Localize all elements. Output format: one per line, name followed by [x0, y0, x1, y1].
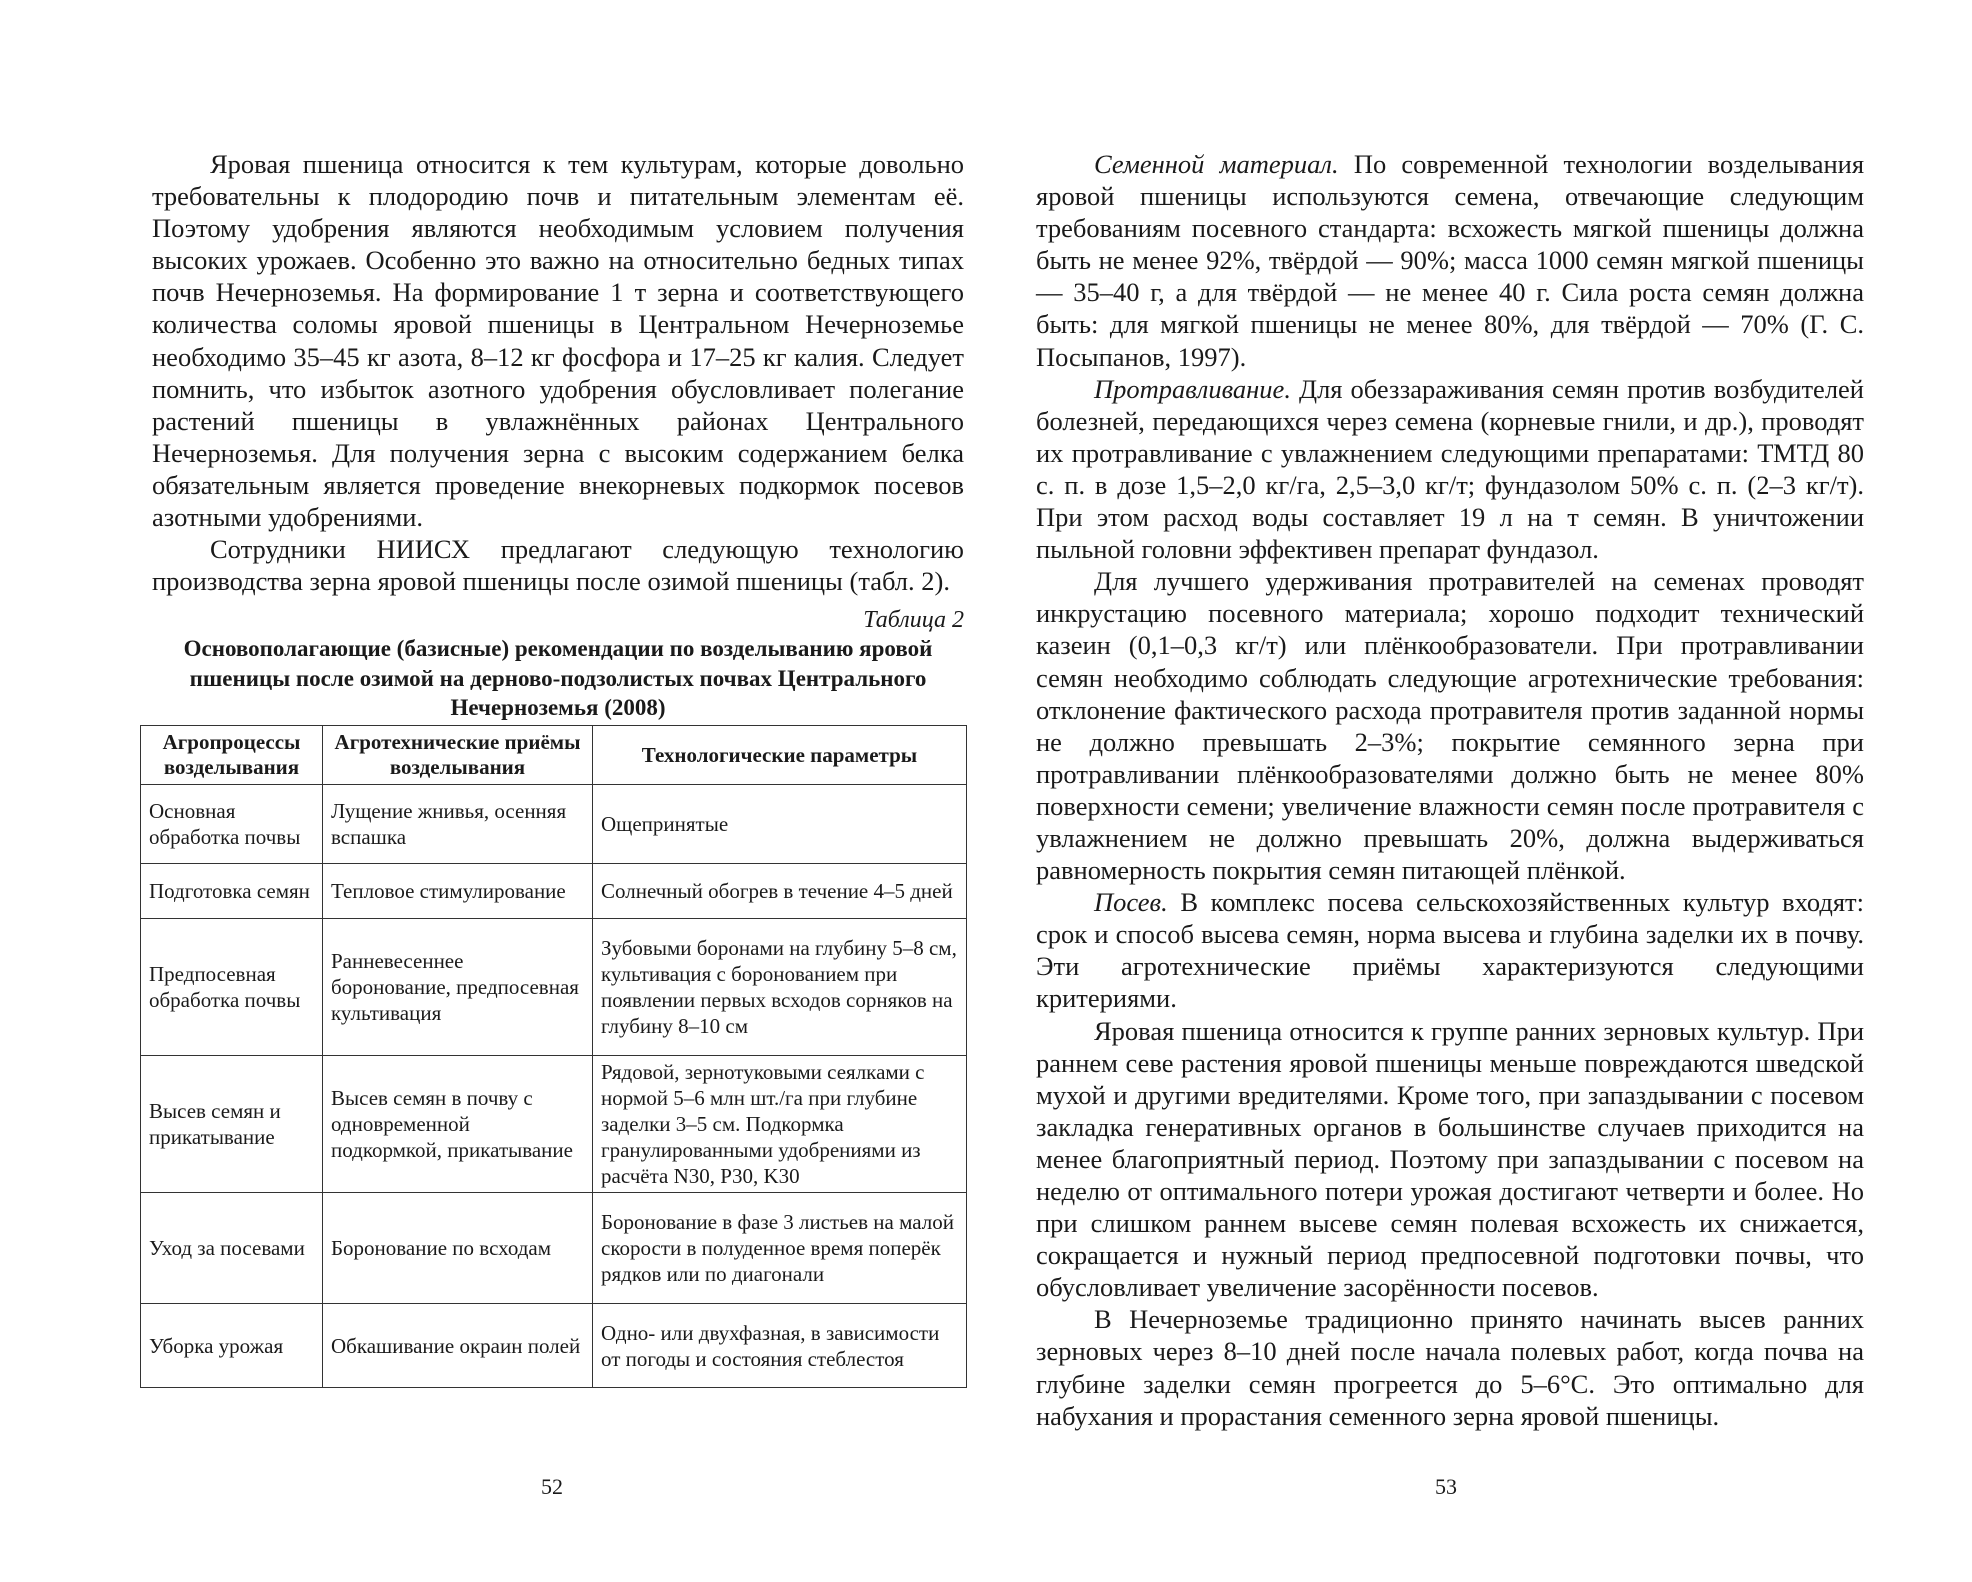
left-text-block — [152, 148, 964, 597]
left-paragraph-2: Сотрудники НИИСХ предлагают следующую технологию производства зерна яровой пшеницы после озимой пшеницы (табл. 2). — [152, 534, 964, 597]
paragraph-text: По современной технологии возделывания яровой пшеницы используются семена, отвечающие следующим требованиям посевного стандарта: всхожесть мягкой пшеницы должна быть не менее 92%, твёрдой — 90%; масса 1000 семян мягкой пшеницы — 35–40 г, а для твёрдой — не менее 40 г. Сила роста семян должна быть: для мягкой пшеницы не менее 80%, для твёрдой — 70% (Г. С. Посыпанов, 1997). — [1036, 149, 1865, 372]
table-cell: Высев семян и прикатывание — [141, 1056, 323, 1193]
right-paragraph-timing: В Нечерноземье традиционно принято начинать высев ранних зерновых через 8–10 дней после начала полевых работ, когда почва на глубине заделки семян прогреется до 5–6°С. Это оптимально для набухания и прорастания семенного зерна яровой пшеницы. — [1036, 1304, 1864, 1431]
table-cell: Основная обработка почвы — [141, 785, 323, 864]
table-cell: Лущение жнивья, осенняя вспашка — [323, 785, 593, 864]
right-paragraph-encrustation: Для лучшего удерживания протравителей на семенах проводят инкрустацию посевного материала; хорошо подходит технический казеин (0,1–0,3 кг/т) или плёнкообразователи. При протравливании семян необходимо соблюдать следующие агротехнические требования: отклонение фактического расхода протравителя против заданной нормы не должно превышать 2–3%; покрытие семянного зерна при протравливании плёнкообразователями должно быть не менее 80% поверхности семени; увеличение влажности семян после протравителя с увлажнением не должно превышать 20%, должна выдерживаться равномерность покрытия семян питающей плёнкой. — [1036, 566, 1864, 886]
table-cell: Боронование в фазе 3 листьев на малой скорости в полуденное время поперёк рядков или по диагонали — [593, 1193, 967, 1304]
table-row — [141, 785, 967, 864]
table-cell: Высев семян в почву с одновременной подкормкой, прикатывание — [323, 1056, 593, 1193]
table-row — [141, 1056, 967, 1193]
table-cell: Ощепринятые — [593, 785, 967, 864]
table-cell: Уход за посевами — [141, 1193, 323, 1304]
page-number-left: 52 — [541, 1474, 563, 1499]
table-row — [141, 864, 967, 919]
right-paragraph-sowing — [1036, 886, 1864, 1014]
right-paragraph-seed-treatment — [1036, 373, 1864, 566]
left-paragraph-1: Яровая пшеница относится к тем культурам, которые довольно требовательны к плодородию почв и питательным элементам её. Поэтому удобрения являются необходимым условием получения высоких урожаев. Особенно это важно на относительно бедных типах почв Нечерноземья. На формирование 1 т зерна и соответствующего количества соломы яровой пшеницы в Центральном Нечерноземье необходимо 35–45 кг азота, 8–12 кг фосфора и 17–25 кг калия. Следует помнить, что избыток азотного удобрения обусловливает полегание растений пшеницы в увлажнённых районах Центрального Нечерноземья. Для получения зерна с высоким содержанием белка обязательным является проведение внекорневых подкормок посевов азотными удобрениями. — [152, 149, 964, 533]
table-cell: Боронование по всходам — [323, 1193, 593, 1304]
table-cell: Уборка урожая — [141, 1304, 323, 1388]
table-cell: Ранневесеннее боронование, предпосевная культивация — [323, 919, 593, 1056]
right-paragraph-seed-material — [1036, 148, 1864, 373]
table-cell: Тепловое стимулирование — [323, 864, 593, 919]
right-page — [986, 0, 1972, 1582]
page-number-right: 53 — [1435, 1474, 1457, 1499]
table-cell: Предпосевная обработка почвы — [141, 919, 323, 1056]
table-cell: Обкашивание окраин полей — [323, 1304, 593, 1388]
table-cell: Одно- или двухфазная, в зависимости от погоды и состояния стеблестоя — [593, 1304, 967, 1388]
paragraph-lead: Семенной материал. — [1094, 149, 1339, 179]
table-header-cell: Агропроцессы возделывания — [141, 726, 323, 785]
table-cell: Солнечный обогрев в течение 4–5 дней — [593, 864, 967, 919]
table-cell: Рядовой, зернотуковыми сеялками с нормой 5–6 млн шт./га при глубине заделки 3–5 см. Подкормка гранулированными удобрениями из расчёта N30, P30, K30 — [593, 1056, 967, 1193]
table-row — [141, 919, 967, 1056]
table-row — [141, 1304, 967, 1388]
table-title: Основополагающие (базисные) рекомендации по возделыванию яровой пшеницы после озимой на дерново-подзолистых почвах Центрального Нечерноземья (2008) — [183, 636, 933, 720]
paragraph-text: Для обеззараживания семян против возбудителей болезней, передающихся через семена (корневые гнили, и др.), проводят их протравливание с увлажнением следующими препаратами: ТМТД 80 с. п. в дозе 1,5–2,0 кг/га, 2,5–3,0 кг/т; фундазолом 50% с. п. (2–3 кг/т). При этом расход воды составляет 19 л на т семян. В уничтожении пыльной головни эффективен препарат фундазол. — [1036, 373, 1864, 565]
table-cell: Подготовка семян — [141, 864, 323, 919]
right-text-block — [1036, 148, 1864, 1432]
table-header-row — [141, 726, 967, 785]
paragraph-lead: Посев. — [1094, 887, 1168, 918]
table-cell: Зубовыми боронами на глубину 5–8 см, культивация с боронованием при появлении первых всходов сорняков на глубину 8–10 см — [593, 919, 967, 1056]
paragraph-lead: Протравливание. — [1094, 373, 1291, 404]
table-row — [141, 1193, 967, 1304]
table-header-cell: Технологические параметры — [593, 726, 967, 785]
table-label: Таблица 2 — [863, 607, 964, 633]
table-header-cell: Агротехнические приёмы возделывания — [323, 726, 593, 785]
recommendations-table-wrap — [140, 725, 966, 1388]
right-paragraph-early-sowing: Яровая пшеница относится к группе ранних зерновых культур. При раннем севе растения яровой пшеницы меньше повреждаются шведской мухой и другими вредителями. Кроме того, при запаздывании с посевом закладка генеративных органов в большинстве случаев приходится на менее благоприятный период. Поэтому при запаздывании с посевом на неделю от оптимального потери урожая достигают четверти и более. Но при слишком раннем высеве семян полевая всхожесть их снижается, сокращается и нужный период предпосевной подготовки почвы, что обусловливает увеличение засорённости посевов. — [1036, 1015, 1864, 1303]
recommendations-table — [140, 725, 967, 1388]
paragraph-text: В комплекс посева сельскохозяйственных культур входят: срок и способ высева семян, норма высева и глубина заделки их в почву. Эти агротехнические приёмы характеризуются следующими критериями. — [1036, 887, 1864, 1014]
